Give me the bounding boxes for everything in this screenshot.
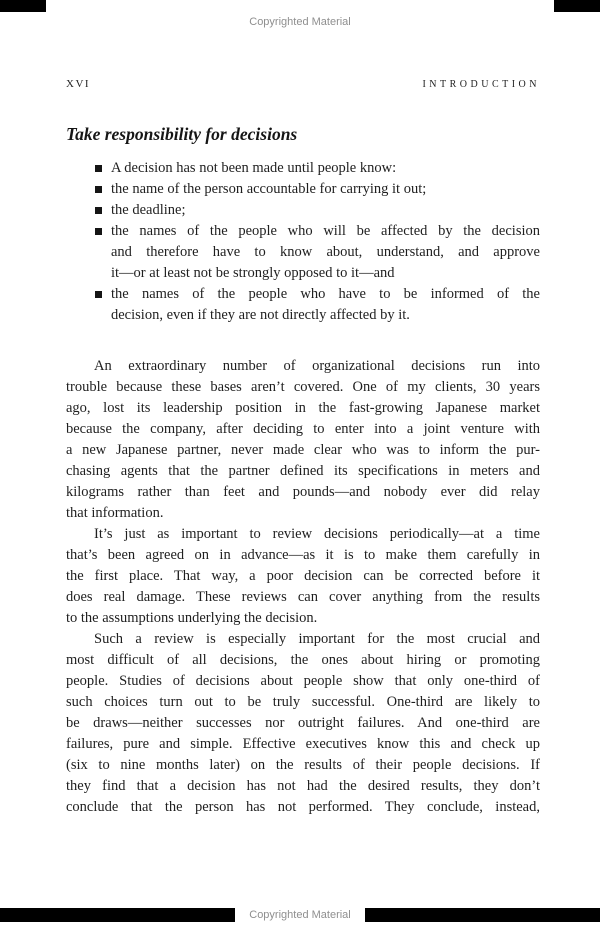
scan-edge-bar-right	[365, 908, 600, 922]
section-heading: Take responsibility for decisions	[66, 124, 298, 144]
bullet-line: it—or at least not be strongly opposed to it—and	[111, 265, 395, 281]
body-line: (six to nine months later) on the results of their people decisions. If	[66, 757, 540, 773]
bullet-line: the names of the people who will be affected by the decision	[111, 223, 540, 239]
page-number: XVI	[66, 78, 91, 90]
bullet-square-icon	[95, 228, 102, 235]
body-line: they find that a decision has not had the desired results, they don’t	[66, 778, 540, 794]
scan-edge-mark-top-right	[554, 0, 600, 12]
body-line: It’s just as important to review decisions periodically—at a time	[94, 526, 540, 542]
bottom-scan-strip	[0, 908, 600, 922]
body-line: people. Studies of decisions about people show that only one-third of	[66, 673, 540, 689]
body-line: to the assumptions underlying the decision.	[66, 610, 318, 626]
page-header	[66, 78, 540, 90]
bullet-line: the deadline;	[111, 202, 186, 218]
body-line: trouble because these bases aren’t covered. One of my clients, 30 years	[66, 379, 540, 395]
bullet-line: A decision has not been made until people know:	[111, 160, 397, 176]
copyright-notice-bottom: Copyrighted Material	[249, 909, 351, 921]
paragraph	[66, 356, 540, 524]
body-line: kilograms rather than feet and pounds—and nobody ever did relay	[66, 484, 540, 500]
bullet-item	[95, 158, 540, 179]
bullet-item	[95, 221, 540, 284]
bullet-item	[95, 284, 540, 326]
body-line: that information.	[66, 505, 164, 521]
body-line: such choices turn out to be truly successful. One-third are likely to	[66, 694, 540, 710]
body-line: be draws—neither successes nor outright failures. And one-third are	[66, 715, 540, 731]
paragraph	[66, 629, 540, 818]
paragraphs	[66, 356, 540, 818]
bullet-list	[95, 158, 540, 326]
body-line: ago, lost its leadership position in the fast-growing Japanese market	[66, 400, 540, 416]
copyright-notice-top: Copyrighted Material	[249, 16, 351, 28]
bullet-line: the names of the people who have to be informed of the	[111, 286, 540, 302]
body-line: most difficult of all decisions, the ones about hiring or promoting	[66, 652, 540, 668]
bullet-line: decision, even if they are not directly affected by it.	[111, 307, 410, 323]
bullet-item	[95, 179, 540, 200]
bullet-line: the name of the person accountable for carrying it out;	[111, 181, 427, 197]
body-line: An extraordinary number of organizational decisions run into	[94, 358, 540, 374]
body-line: does real damage. These reviews can cover anything from the results	[66, 589, 540, 605]
paragraph	[66, 524, 540, 629]
bullet-square-icon	[95, 186, 102, 193]
body-line: Such a review is especially important for the most crucial and	[94, 631, 540, 647]
scan-edge-mark-top-left	[0, 0, 46, 12]
bullet-square-icon	[95, 291, 102, 298]
body-line: a new Japanese partner, never made clear who was to inform the pur-	[66, 442, 540, 458]
body-line: conclude that the person has not performed. They conclude, instead,	[66, 799, 540, 815]
body-line: because the company, after deciding to enter into a joint venture with	[66, 421, 540, 437]
bullet-square-icon	[95, 165, 102, 172]
bullet-square-icon	[95, 207, 102, 214]
body-line: failures, pure and simple. Effective executives know this and check up	[66, 736, 540, 752]
body-line: chasing agents that the partner defined its specifications in meters and	[66, 463, 540, 479]
body-line: that’s been agreed on in advance—as it is to make them carefully in	[66, 547, 540, 563]
running-title: INTRODUCTION	[422, 79, 540, 90]
scan-edge-bar-left	[0, 908, 235, 922]
body-line: the first place. That way, a poor decision can be corrected before it	[66, 568, 540, 584]
bullet-item	[95, 200, 540, 221]
bullet-line: and therefore have to know about, understand, and approve	[111, 244, 540, 260]
